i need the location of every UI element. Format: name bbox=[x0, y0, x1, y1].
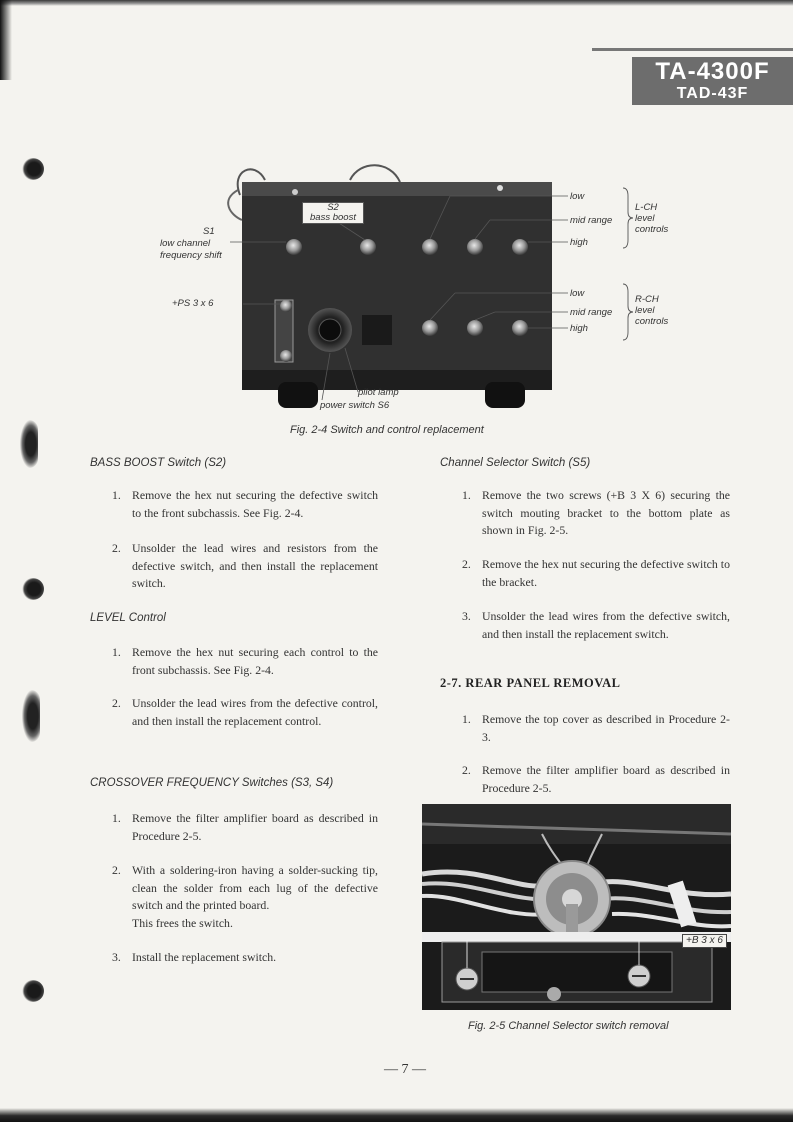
item-number: 2. bbox=[112, 863, 121, 877]
scan-edge-left bbox=[0, 0, 12, 80]
label-pilot-lamp: pilot lamp bbox=[358, 387, 399, 398]
heading-crossover: CROSSOVER FREQUENCY Switches (S3, S4) bbox=[90, 777, 334, 789]
scan-edge-bottom bbox=[0, 1108, 793, 1122]
label-rch-low: low bbox=[570, 288, 585, 299]
item-number: 3. bbox=[112, 950, 121, 964]
label-screw-b3x6: +B 3 x 6 bbox=[682, 934, 727, 948]
binder-hole bbox=[22, 980, 44, 1002]
item-text: Remove the hex nut securing the defective switch to the bracket. bbox=[482, 557, 730, 589]
binder-hole bbox=[22, 690, 40, 742]
label-s1: S1 bbox=[203, 226, 215, 237]
item-number: 1. bbox=[462, 488, 471, 502]
item-number: 1. bbox=[112, 645, 121, 659]
list-item bbox=[112, 487, 378, 522]
model-secondary: TAD-43F bbox=[676, 85, 749, 102]
list-item bbox=[462, 608, 730, 643]
label-frequency-shift: frequency shift bbox=[160, 250, 222, 261]
model-badge bbox=[632, 57, 793, 105]
list-item bbox=[112, 644, 378, 679]
item-number: 3. bbox=[462, 609, 471, 623]
label-rch-controls: controls bbox=[635, 316, 669, 327]
scan-edge-top bbox=[0, 0, 793, 6]
binder-hole bbox=[22, 158, 44, 180]
label-power-switch: power switch S6 bbox=[320, 400, 390, 411]
label-bass-boost: bass boost bbox=[310, 212, 356, 223]
item-text: Remove the hex nut securing the defective switch to the front subchassis. See Fig. 2-4. bbox=[132, 488, 378, 520]
item-number: 2. bbox=[112, 696, 121, 710]
item-text: Unsolder the lead wires from the defective control, and then install the replacement control. bbox=[132, 696, 378, 728]
item-text: Unsolder the lead wires from the defective switch, and then install the replacement switch. bbox=[482, 609, 730, 641]
item-number: 1. bbox=[112, 811, 121, 825]
figure-2-4-caption: Fig. 2-4 Switch and control replacement bbox=[290, 424, 484, 436]
list-item bbox=[462, 762, 730, 797]
item-text: With a soldering-iron having a solder-sucking tip, clean the solder from each lug of the defective switch and the printed board. bbox=[132, 863, 378, 913]
item-text: Remove the two screws (+B 3 X 6) securing the switch mouting bracket to the bottom plate as shown in Fig. 2-5. bbox=[482, 488, 730, 538]
label-rch-high: high bbox=[570, 323, 588, 334]
label-rch-level: level bbox=[635, 305, 655, 316]
figure-switch-control-photo bbox=[90, 160, 710, 415]
binder-hole bbox=[22, 578, 44, 600]
list-item bbox=[112, 949, 378, 967]
list-item bbox=[462, 711, 730, 746]
item-extra-text: This frees the switch. bbox=[132, 915, 233, 930]
heading-channel-selector: Channel Selector Switch (S5) bbox=[440, 457, 591, 469]
label-rch-mid: mid range bbox=[570, 307, 613, 318]
label-rch: R-CH bbox=[635, 294, 659, 305]
label-lch-mid: mid range bbox=[570, 215, 613, 226]
list-item bbox=[462, 556, 730, 591]
heading-rear-panel-removal: 2-7. REAR PANEL REMOVAL bbox=[440, 676, 621, 690]
list-item bbox=[112, 862, 378, 932]
item-number: 2. bbox=[462, 763, 471, 777]
label-s2: S2 bbox=[327, 202, 339, 213]
figure-channel-selector-photo bbox=[422, 804, 731, 1010]
item-text: Remove the filter amplifier board as described in Procedure 2-5. bbox=[132, 811, 378, 843]
label-lch-low: low bbox=[570, 191, 585, 202]
label-lch: L-CH bbox=[635, 202, 658, 213]
item-number: 2. bbox=[462, 557, 471, 571]
item-text: Unsolder the lead wires and resistors from the defective switch, and then install the replacement switch. bbox=[132, 541, 378, 591]
label-low-channel: low channel bbox=[160, 238, 211, 249]
label-s2-box bbox=[302, 202, 364, 224]
binder-hole bbox=[20, 420, 38, 468]
label-lch-controls: controls bbox=[635, 224, 669, 235]
list-item bbox=[112, 540, 378, 593]
model-primary: TA-4300F bbox=[655, 58, 770, 85]
label-lch-level: level bbox=[635, 213, 655, 224]
header-rule bbox=[592, 48, 793, 51]
item-number: 1. bbox=[462, 712, 471, 726]
heading-bass-boost: BASS BOOST Switch (S2) bbox=[90, 457, 227, 469]
page-number: — 7 — bbox=[384, 1062, 426, 1077]
figure-2-5-caption: Fig. 2-5 Channel Selector switch removal bbox=[468, 1020, 669, 1032]
amplifier-front-panel-illustration bbox=[90, 160, 710, 415]
item-text: Remove the filter amplifier board as described in Procedure 2-5. bbox=[482, 763, 730, 795]
channel-selector-illustration bbox=[422, 804, 731, 1010]
label-ps-screw: +PS 3 x 6 bbox=[172, 298, 214, 309]
label-lch-high: high bbox=[570, 237, 588, 248]
heading-level-control: LEVEL Control bbox=[90, 612, 166, 624]
item-number: 2. bbox=[112, 541, 121, 555]
list-item bbox=[112, 810, 378, 845]
item-text: Install the replacement switch. bbox=[132, 950, 277, 964]
item-text: Remove the top cover as described in Procedure 2-3. bbox=[482, 712, 730, 744]
item-number: 1. bbox=[112, 488, 121, 502]
list-item bbox=[462, 487, 730, 540]
item-text: Remove the hex nut securing each control to the front subchassis. See Fig. 2-4. bbox=[132, 645, 378, 677]
list-item bbox=[112, 695, 378, 730]
